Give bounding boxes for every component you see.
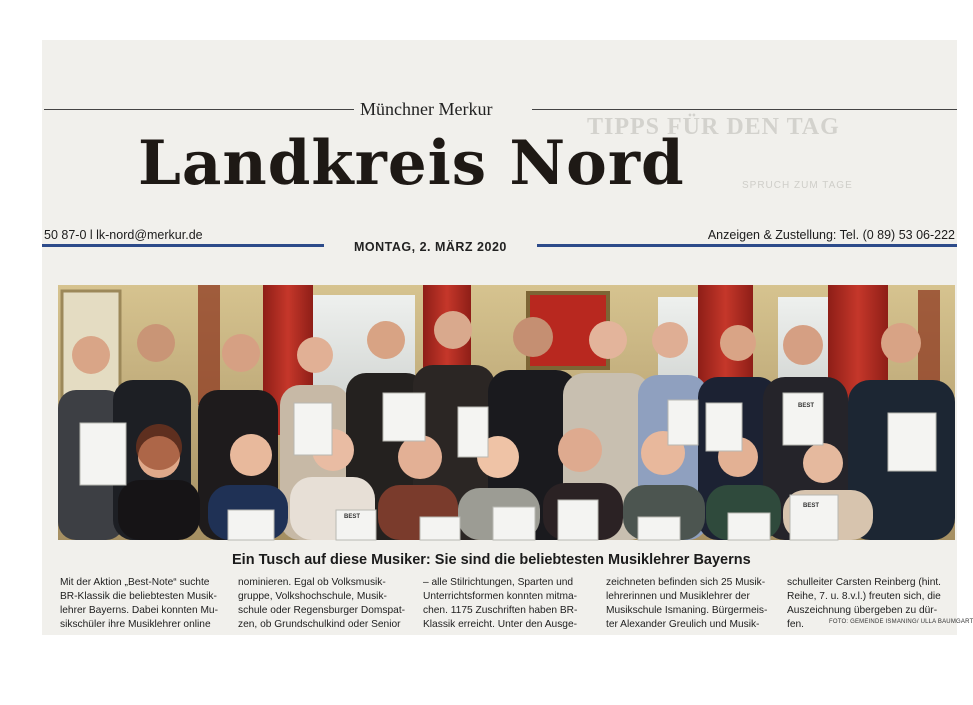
column-line: Mit der Aktion „Best-Note“ suchte: [60, 577, 210, 588]
column-line: – alle Stilrichtungen, Sparten und: [423, 577, 574, 588]
column-line: Reihe, 7. u. 8.v.l.) freuten sich, die: [787, 591, 941, 602]
column-line: ter Alexander Greulich und Musik-: [606, 619, 760, 630]
article-headline: Ein Tusch auf diese Musiker: Sie sind die beliebtesten Musiklehrer Bayerns: [232, 552, 751, 568]
newspaper-page: [42, 40, 973, 635]
kicker-rule-right: [532, 109, 957, 110]
column-line: Klassik erreicht. Unter den Ausge-: [423, 619, 578, 630]
ads-delivery-contact: Anzeigen & Zustellung: Tel. (0 89) 53 06-222: [707, 228, 955, 242]
certificate-label-2: BEST: [798, 403, 815, 409]
group-photo-illustration: [58, 285, 955, 540]
column-line: lehrerinnen und Musiklehrer der: [606, 591, 750, 602]
column-line: gruppe, Volkshochschule, Musik-: [238, 591, 387, 602]
kicker-rule-left: [44, 109, 354, 110]
column-line: zen, ob Grundschulkind oder Senior: [238, 619, 401, 630]
column-line: zeichneten befinden sich 25 Musik-: [606, 577, 766, 588]
article-column-2: [238, 576, 406, 632]
bleed-through-subheading: SPRUCH ZUM TAGE: [742, 180, 853, 191]
bleed-through-heading: TIPPS FÜR DEN TAG: [587, 114, 840, 140]
column-line: chen. 1175 Zuschriften haben BR-: [423, 605, 578, 616]
column-line: Auszeichnung übergeben zu dür-: [787, 605, 938, 616]
column-line: lehrer Bayerns. Dabei konnten Mu-: [60, 605, 218, 616]
article-column-3: [423, 576, 581, 632]
article-column-4: [606, 576, 768, 632]
group-photo: [58, 285, 955, 540]
column-line: Unterrichtsformen konnten mitma-: [423, 591, 577, 602]
column-line: fen.: [787, 619, 804, 630]
blue-rule-right: [537, 244, 957, 247]
blue-rule-left: [42, 244, 324, 247]
certificate-label-3: BEST: [803, 503, 820, 509]
photo-credit: FOTO: GEMEINDE ISMANING/ ULLA BAUMGART: [829, 619, 973, 625]
column-line: Musikschule Ismaning. Bürgermeis-: [606, 605, 768, 616]
column-line: schule oder Regensburger Domspat-: [238, 605, 406, 616]
column-line: BR-Klassik die beliebtesten Musik-: [60, 591, 217, 602]
section-masthead: Landkreis Nord: [138, 128, 685, 199]
editorial-contact: 50 87-0 l lk-nord@merkur.de: [44, 228, 203, 242]
column-line: nominieren. Egal ob Volksmusik-: [238, 577, 386, 588]
article-column-1: [60, 576, 218, 632]
publication-name: Münchner Merkur: [360, 99, 493, 119]
certificate-label-1: BEST: [344, 514, 361, 520]
column-line: schulleiter Carsten Reinberg (hint.: [787, 577, 942, 588]
column-line: sikschüler ihre Musiklehrer online: [60, 619, 211, 630]
issue-date: MONTAG, 2. MÄRZ 2020: [354, 240, 507, 254]
